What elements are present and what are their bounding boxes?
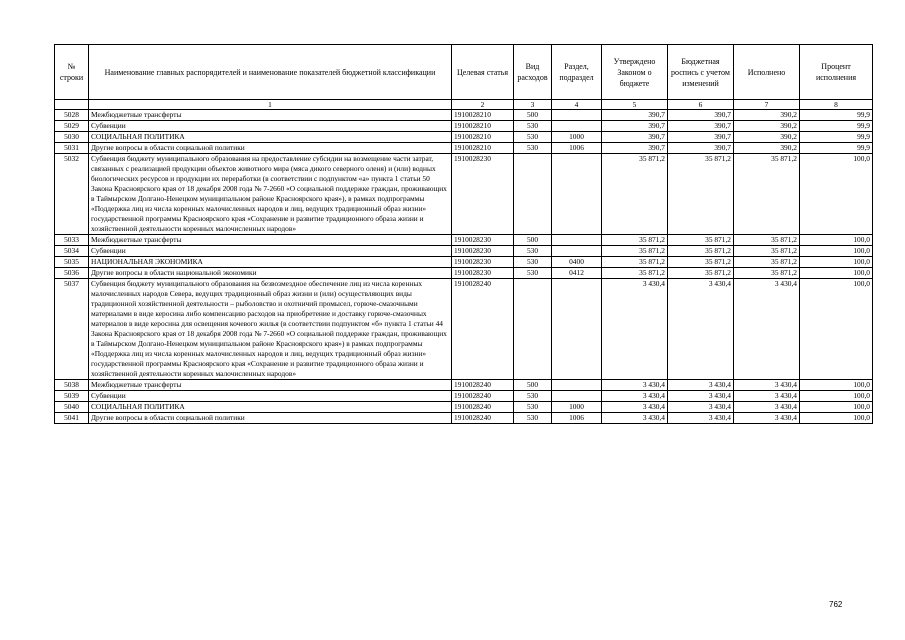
row-name: Другие вопросы в области социальной политики — [89, 143, 452, 154]
row-budget-list: 3 430,4 — [668, 279, 734, 380]
row-target-article: 1910028230 — [452, 268, 514, 279]
row-expense-type: 530 — [514, 402, 552, 413]
col-number: 3 — [514, 100, 552, 110]
row-number: 5039 — [55, 391, 89, 402]
row-target-article: 1910028210 — [452, 110, 514, 121]
header-executed: Исполнено — [734, 45, 800, 100]
row-percent: 100,0 — [800, 154, 873, 235]
row-name: Субвенция бюджету муниципального образования на предоставление субсидии на возмещение части затрат, связанных с реализацией продукции объектов животного мира (мяса дикого северного оленя) и (или) водных биологических ресурсов и продукции их переработки (в соответствии с подпунктом «а» пункта 1 статьи 50 Закона Красноярского края от 18 декабря 2008 года № 7-2660 «О социальной поддержке граждан, проживающих в Таймырском Долгано-Ненецком муниципальном районе Красноярского края»), в рамках подпрограммы «Поддержка лиц из числа коренных малочисленных народов и лиц, ведущих традиционный образ жизни» государственной программы Красноярского края «Сохранение и развитие традиционного образа жизни и хозяйственной деятельности коренных малочисленных народов» — [89, 154, 452, 235]
col-number: 8 — [800, 100, 873, 110]
row-expense-type — [514, 154, 552, 235]
column-number-row — [55, 100, 873, 110]
header-approved: Утверждено Законом о бюджете — [602, 45, 668, 100]
row-executed: 390,2 — [734, 121, 800, 132]
table-row — [55, 235, 873, 246]
row-approved: 390,7 — [602, 143, 668, 154]
row-approved: 390,7 — [602, 132, 668, 143]
row-section: 0412 — [552, 268, 602, 279]
row-percent: 99,9 — [800, 110, 873, 121]
row-executed: 35 871,2 — [734, 257, 800, 268]
table-row — [55, 132, 873, 143]
row-section — [552, 154, 602, 235]
row-percent: 100,0 — [800, 413, 873, 424]
header-section: Раздел, подраздел — [552, 45, 602, 100]
row-expense-type: 530 — [514, 132, 552, 143]
row-name: Субвенции — [89, 246, 452, 257]
row-expense-type: 500 — [514, 110, 552, 121]
row-budget-list: 390,7 — [668, 143, 734, 154]
header-row — [55, 45, 873, 100]
row-budget-list: 390,7 — [668, 132, 734, 143]
row-approved: 3 430,4 — [602, 279, 668, 380]
row-budget-list: 35 871,2 — [668, 268, 734, 279]
row-section — [552, 380, 602, 391]
row-expense-type: 530 — [514, 143, 552, 154]
row-name: Межбюджетные трансферты — [89, 235, 452, 246]
row-name: НАЦИОНАЛЬНАЯ ЭКОНОМИКА — [89, 257, 452, 268]
table-row — [55, 110, 873, 121]
row-executed: 3 430,4 — [734, 391, 800, 402]
table-row — [55, 257, 873, 268]
row-budget-list: 390,7 — [668, 121, 734, 132]
row-expense-type: 530 — [514, 246, 552, 257]
row-target-article: 1910028230 — [452, 257, 514, 268]
row-section — [552, 121, 602, 132]
header-target: Целевая статья — [452, 45, 514, 100]
row-name: Субвенции — [89, 121, 452, 132]
row-executed: 390,2 — [734, 110, 800, 121]
row-target-article: 1910028230 — [452, 246, 514, 257]
row-expense-type: 500 — [514, 380, 552, 391]
col-number: 7 — [734, 100, 800, 110]
col-number: 5 — [602, 100, 668, 110]
row-number: 5034 — [55, 246, 89, 257]
row-budget-list: 3 430,4 — [668, 391, 734, 402]
row-percent: 100,0 — [800, 257, 873, 268]
row-percent: 100,0 — [800, 268, 873, 279]
row-percent: 100,0 — [800, 279, 873, 380]
row-section: 1006 — [552, 143, 602, 154]
row-budget-list: 35 871,2 — [668, 246, 734, 257]
row-percent: 100,0 — [800, 402, 873, 413]
row-number: 5037 — [55, 279, 89, 380]
row-percent: 99,9 — [800, 121, 873, 132]
row-percent: 100,0 — [800, 246, 873, 257]
row-target-article: 1910028230 — [452, 154, 514, 235]
row-section: 1006 — [552, 413, 602, 424]
row-section — [552, 110, 602, 121]
row-number: 5033 — [55, 235, 89, 246]
header-budget-list: Бюджетная роспись с учетом изменений — [668, 45, 734, 100]
row-executed: 3 430,4 — [734, 279, 800, 380]
row-executed: 35 871,2 — [734, 235, 800, 246]
row-number: 5036 — [55, 268, 89, 279]
row-budget-list: 35 871,2 — [668, 154, 734, 235]
row-target-article: 1910028240 — [452, 391, 514, 402]
col-number: 6 — [668, 100, 734, 110]
row-name: Другие вопросы в области национальной экономики — [89, 268, 452, 279]
row-section: 1000 — [552, 402, 602, 413]
row-name: СОЦИАЛЬНАЯ ПОЛИТИКА — [89, 402, 452, 413]
row-name: Субвенция бюджету муниципального образования на безвозмездное обеспечение лиц из числа коренных малочисленных народов Севера, ведущих традиционный образ жизни и (или) осуществляющих виды традиционной хозяйственной деятельности – рыболовство и охотничий промысел, горюче-смазочными материалами в виде керосина либо компенсацию расходов на приобретение и доставку горюче-смазочных материалов в виде керосина для освещения кочевого жилья (в соответствии подпунктом «б» пункта 1 статьи 44 Закона Красноярского края от 18 декабря 2008 года № 7-2660 «О социальной поддержке граждан, проживающих в Таймырском Долгано-Ненецком муниципальном районе Красноярского края») в рамках подпрограммы «Поддержка лиц из числа коренных малочисленных народов и лиц, ведущих традиционный образ жизни» государственной программы Красноярского края «Сохранение и развитие традиционного образа жизни и хозяйственной деятельности коренных малочисленных народов» — [89, 279, 452, 380]
row-number: 5032 — [55, 154, 89, 235]
table-row — [55, 391, 873, 402]
budget-table-sheet — [54, 44, 872, 424]
row-section — [552, 235, 602, 246]
row-target-article: 1910028240 — [452, 413, 514, 424]
row-section: 0400 — [552, 257, 602, 268]
row-approved: 390,7 — [602, 121, 668, 132]
row-executed: 390,2 — [734, 143, 800, 154]
row-section — [552, 391, 602, 402]
row-approved: 35 871,2 — [602, 154, 668, 235]
table-row — [55, 154, 873, 235]
row-percent: 100,0 — [800, 380, 873, 391]
row-target-article: 1910028240 — [452, 380, 514, 391]
row-number: 5030 — [55, 132, 89, 143]
row-number: 5028 — [55, 110, 89, 121]
row-name: Субвенции — [89, 391, 452, 402]
row-number: 5031 — [55, 143, 89, 154]
col-number: 1 — [89, 100, 452, 110]
row-target-article: 1910028230 — [452, 235, 514, 246]
row-budget-list: 3 430,4 — [668, 402, 734, 413]
row-name: СОЦИАЛЬНАЯ ПОЛИТИКА — [89, 132, 452, 143]
col-number: 2 — [452, 100, 514, 110]
table-row — [55, 143, 873, 154]
table-row — [55, 380, 873, 391]
row-target-article: 1910028240 — [452, 402, 514, 413]
table-row — [55, 413, 873, 424]
row-number: 5041 — [55, 413, 89, 424]
row-percent: 100,0 — [800, 235, 873, 246]
row-expense-type — [514, 279, 552, 380]
row-percent: 99,9 — [800, 132, 873, 143]
row-approved: 35 871,2 — [602, 235, 668, 246]
row-budget-list: 3 430,4 — [668, 380, 734, 391]
row-number: 5040 — [55, 402, 89, 413]
row-approved: 3 430,4 — [602, 413, 668, 424]
row-expense-type: 530 — [514, 121, 552, 132]
header-row-no: № строки — [55, 45, 89, 100]
header-percent: Процент исполнения — [800, 45, 873, 100]
row-approved: 390,7 — [602, 110, 668, 121]
page-number: 762 — [829, 600, 843, 609]
row-approved: 3 430,4 — [602, 391, 668, 402]
row-executed: 35 871,2 — [734, 154, 800, 235]
row-number: 5029 — [55, 121, 89, 132]
row-target-article: 1910028210 — [452, 143, 514, 154]
row-number: 5035 — [55, 257, 89, 268]
row-target-article: 1910028240 — [452, 279, 514, 380]
row-section: 1000 — [552, 132, 602, 143]
row-percent: 99,9 — [800, 143, 873, 154]
row-budget-list: 35 871,2 — [668, 257, 734, 268]
table-row — [55, 268, 873, 279]
row-expense-type: 530 — [514, 413, 552, 424]
row-percent: 100,0 — [800, 391, 873, 402]
header-name: Наименование главных распорядителей и наименование показателей бюджетной классификации — [89, 45, 452, 100]
table-row — [55, 279, 873, 380]
row-budget-list: 390,7 — [668, 110, 734, 121]
row-approved: 3 430,4 — [602, 380, 668, 391]
row-executed: 3 430,4 — [734, 380, 800, 391]
row-executed: 35 871,2 — [734, 268, 800, 279]
row-section — [552, 246, 602, 257]
row-expense-type: 500 — [514, 235, 552, 246]
row-name: Межбюджетные трансферты — [89, 110, 452, 121]
col-number: 4 — [552, 100, 602, 110]
row-name: Другие вопросы в области социальной политики — [89, 413, 452, 424]
row-number: 5038 — [55, 380, 89, 391]
row-name: Межбюджетные трансферты — [89, 380, 452, 391]
row-expense-type: 530 — [514, 391, 552, 402]
row-target-article: 1910028210 — [452, 121, 514, 132]
row-approved: 35 871,2 — [602, 257, 668, 268]
col-number — [55, 100, 89, 110]
row-target-article: 1910028210 — [452, 132, 514, 143]
table-row — [55, 402, 873, 413]
row-expense-type: 530 — [514, 257, 552, 268]
row-executed: 35 871,2 — [734, 246, 800, 257]
row-section — [552, 279, 602, 380]
budget-execution-table — [54, 44, 873, 424]
row-approved: 35 871,2 — [602, 246, 668, 257]
row-approved: 3 430,4 — [602, 402, 668, 413]
row-approved: 35 871,2 — [602, 268, 668, 279]
row-budget-list: 35 871,2 — [668, 235, 734, 246]
table-row — [55, 121, 873, 132]
row-executed: 3 430,4 — [734, 413, 800, 424]
row-executed: 3 430,4 — [734, 402, 800, 413]
row-budget-list: 3 430,4 — [668, 413, 734, 424]
header-exp-type: Вид расходов — [514, 45, 552, 100]
table-row — [55, 246, 873, 257]
row-executed: 390,2 — [734, 132, 800, 143]
row-expense-type: 530 — [514, 268, 552, 279]
